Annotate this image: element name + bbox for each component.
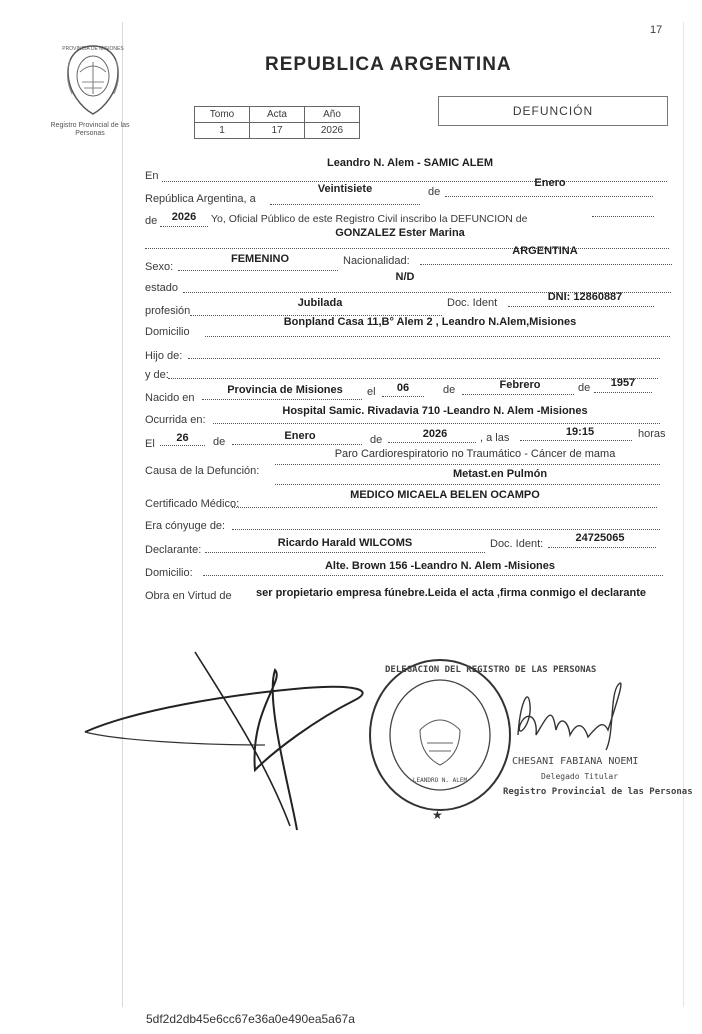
dots-conyuge: [232, 529, 660, 530]
logo-caption: Registro Provincial de las Personas: [50, 122, 130, 137]
value-dia-letras: Veintisiete: [317, 183, 373, 195]
dots-ocurrida-en: [213, 423, 660, 424]
label-doc-ident: Doc. Ident: [447, 297, 498, 309]
registry-value-acta: 17: [250, 123, 305, 139]
label-a-las: , a las: [480, 432, 510, 444]
official-signature: [508, 665, 638, 760]
dots-declarante: [205, 552, 485, 553]
value-obra: [256, 583, 684, 603]
label-nacionalidad: Nacionalidad:: [343, 255, 410, 267]
value-fallec-anio: 2026: [422, 428, 448, 440]
label-de-4: de: [578, 382, 591, 394]
registry-header-tomo: Tomo: [195, 107, 250, 123]
dots-causa-2: [275, 484, 660, 485]
label-sexo: Sexo:: [145, 261, 174, 273]
page-border: [122, 22, 684, 1007]
dots-nacido-dia: [382, 396, 424, 397]
value-obra-text: ser propietario empresa fúnebre.Leida el acta ,firma conmigo el declarante: [256, 587, 647, 599]
label-conyuge: Era cónyuge de:: [145, 520, 226, 532]
value-domicilio: Bonpland Casa 11,B° Alem 2 , Leandro N.Alem,Misiones: [283, 316, 577, 328]
label-republica: República Argentina, a: [145, 193, 256, 205]
label-estado: estado: [145, 282, 179, 294]
value-sexo: FEMENINO: [230, 253, 290, 265]
dots-fallec-dia: [160, 445, 205, 446]
label-horas: horas: [638, 428, 666, 440]
label-hijo-de: Hijo de:: [145, 350, 183, 362]
label-declarante: Declarante:: [145, 544, 202, 556]
page-number: 17: [650, 24, 663, 36]
dots-domicilio: [205, 336, 670, 337]
dots-causa-1: [275, 464, 660, 465]
dots-certificado: [232, 507, 657, 508]
value-nombre: GONZALEZ Ester Marina: [335, 227, 465, 239]
dots-hora: [520, 440, 632, 441]
registry-value-anio: 2026: [305, 123, 360, 139]
value-fallec-mes: Enero: [284, 430, 316, 442]
dots-y-de: [168, 378, 658, 379]
label-el-2: El: [145, 438, 155, 450]
value-declarante-doc: 24725065: [575, 532, 625, 544]
label-nacido-en: Nacido en: [145, 392, 195, 404]
value-hora: 19:15: [565, 426, 595, 438]
label-de-6: de: [370, 434, 383, 446]
dots-mes: [445, 196, 653, 197]
registry-table: [194, 106, 360, 139]
dots-declarante-doc: [548, 547, 656, 548]
registry-value-tomo: 1: [195, 123, 250, 139]
document-hash: 5df2d2db45e6cc67e36a0e490ea5a67a: [146, 1012, 355, 1026]
value-causa-line2: Metast.en Pulmón: [452, 468, 548, 480]
dots-sexo: [178, 270, 338, 271]
dots-yo-end: [592, 216, 654, 217]
signature-role: Delegado Titular: [541, 772, 619, 781]
document-title: REPUBLICA ARGENTINA: [265, 54, 512, 75]
value-profesion: Jubilada: [297, 297, 343, 309]
label-de-5: de: [213, 436, 226, 448]
label-ocurrida-en: Ocurrida en:: [145, 414, 206, 426]
declarante-signature: [75, 640, 405, 840]
signature-name: CHESANI FABIANA NOEMI: [512, 756, 639, 767]
label-el: el: [367, 386, 376, 398]
value-mes: Enero: [534, 177, 566, 189]
label-profesion: profesión: [145, 305, 191, 317]
value-fallec-dia: 26: [176, 432, 189, 444]
seal-inner-text: LEANDRO N. ALEM: [412, 777, 468, 784]
dots-documento: [508, 306, 654, 307]
seal-star-icon: ★: [432, 808, 443, 822]
label-y-de: y de:: [145, 369, 169, 381]
value-declarante-domicilio: Alte. Brown 156 -Leandro N. Alem -Misiones: [324, 560, 556, 572]
label-obra: Obra en Virtud de: [145, 590, 232, 602]
dots-anio: [160, 226, 208, 227]
value-ocurrida-en: Hospital Samic. Rivadavia 710 -Leandro N. Alem -Misiones: [282, 405, 588, 417]
label-domicilio: Domicilio: [145, 326, 190, 338]
value-nacido-dia: 06: [396, 382, 410, 394]
label-certificado: Certificado Médico:: [145, 498, 240, 510]
dots-nacido-lugar: [202, 399, 362, 400]
label-causa: Causa de la Defunción:: [145, 465, 260, 477]
signature-office: Registro Provincial de las Personas: [503, 787, 693, 797]
dots-nacido-anio: [594, 392, 652, 393]
label-domicilio-2: Domicilio:: [145, 567, 193, 579]
value-lugar: Leandro N. Alem - SAMIC ALEM: [326, 157, 494, 169]
dots-fallec-mes: [232, 444, 362, 445]
record-type-box: DEFUNCIÓN: [438, 96, 668, 126]
value-declarante: Ricardo Harald WILCOMS: [277, 537, 413, 549]
dots-declarante-domicilio: [203, 575, 663, 576]
dots-nacido-mes: [462, 394, 574, 395]
registry-header-acta: Acta: [250, 107, 305, 123]
logo-text: PROVINCIA DE MISIONES: [62, 46, 124, 52]
dots-hijo-de: [188, 358, 660, 359]
seal-ring-text: DELEGACION DEL REGISTRO DE LAS PERSONAS: [385, 665, 597, 675]
value-estado: N/D: [395, 271, 415, 283]
value-documento: DNI: 12860887: [547, 291, 623, 303]
coat-of-arms-logo: [58, 42, 128, 118]
value-nacido-mes: Febrero: [499, 379, 541, 391]
dots-fallec-anio: [388, 442, 476, 443]
label-doc-ident-2: Doc. Ident:: [490, 538, 544, 550]
dots-nacionalidad: [420, 264, 672, 265]
value-nacido-anio: 1957: [610, 377, 636, 389]
label-de-1: de: [428, 186, 441, 198]
label-de-2: de: [145, 215, 158, 227]
label-yo: Yo, Oficial Público de este Registro Civil inscribo la DEFUNCION de: [211, 213, 528, 225]
dots-dia: [270, 204, 420, 205]
label-en: En: [145, 170, 159, 182]
label-de-3: de: [443, 384, 456, 396]
registry-header-anio: Año: [305, 107, 360, 123]
value-nacido-lugar: Provincia de Misiones: [227, 384, 343, 396]
value-nacionalidad: ARGENTINA: [512, 245, 578, 257]
value-certificado: MEDICO MICAELA BELEN OCAMPO: [350, 489, 540, 501]
value-causa-line1: Paro Cardiorespiratorio no Traumático - Cáncer de mama: [334, 448, 616, 460]
value-anio: 2026: [171, 211, 197, 223]
